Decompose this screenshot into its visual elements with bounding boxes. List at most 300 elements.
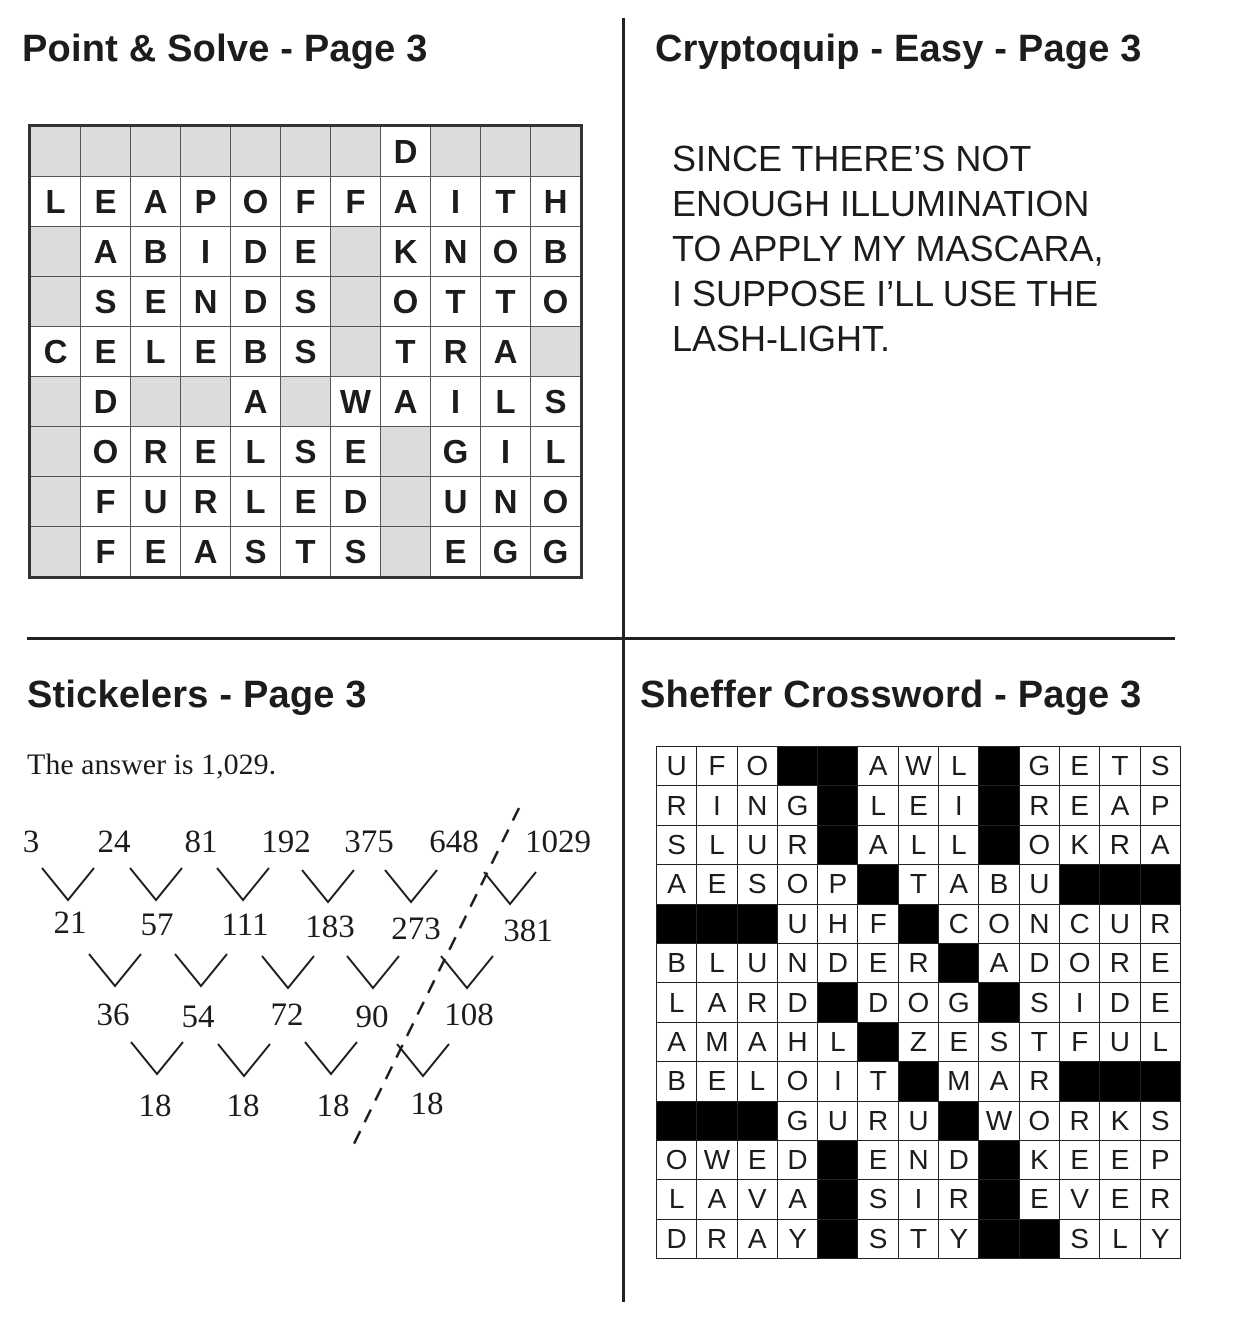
letter-cell: S bbox=[281, 427, 331, 477]
letter-cell: U bbox=[431, 477, 481, 527]
shaded-square bbox=[381, 427, 431, 477]
letter-cell: R bbox=[181, 477, 231, 527]
stickelers-number: 648 bbox=[429, 824, 479, 860]
letter-cell: B bbox=[979, 865, 1019, 904]
letter-cell: G bbox=[481, 527, 531, 578]
shaded-square bbox=[331, 227, 381, 277]
black-square bbox=[1100, 865, 1140, 904]
letter-cell: A bbox=[81, 227, 131, 277]
shaded-square bbox=[281, 377, 331, 427]
letter-cell: A bbox=[979, 943, 1019, 982]
black-square bbox=[1059, 1062, 1099, 1101]
shaded-square bbox=[331, 126, 381, 177]
black-square bbox=[1140, 1062, 1180, 1101]
letter-cell: A bbox=[381, 177, 431, 227]
letter-cell: W bbox=[898, 747, 938, 786]
letter-cell: S bbox=[1019, 983, 1059, 1022]
letter-cell: L bbox=[531, 427, 582, 477]
letter-cell: S bbox=[531, 377, 582, 427]
letter-cell: R bbox=[858, 1101, 898, 1140]
letter-cell: U bbox=[737, 943, 777, 982]
letter-cell: E bbox=[1059, 747, 1099, 786]
grid-row bbox=[657, 1022, 1181, 1061]
letter-cell: S bbox=[657, 825, 697, 864]
letter-cell: O bbox=[1019, 1101, 1059, 1140]
letter-cell: E bbox=[281, 227, 331, 277]
chevron-connector bbox=[89, 954, 141, 986]
letter-cell: D bbox=[858, 983, 898, 1022]
letter-cell: L bbox=[657, 983, 697, 1022]
black-square bbox=[898, 904, 938, 943]
letter-cell: R bbox=[131, 427, 181, 477]
black-square bbox=[818, 825, 858, 864]
stickelers-number: 108 bbox=[444, 997, 494, 1033]
letter-cell: F bbox=[81, 477, 131, 527]
black-square bbox=[818, 983, 858, 1022]
grid-row bbox=[657, 786, 1181, 825]
letter-cell: P bbox=[1140, 786, 1180, 825]
letter-cell: K bbox=[381, 227, 431, 277]
stickelers-number: 1029 bbox=[525, 824, 591, 860]
letter-cell: A bbox=[777, 1180, 817, 1219]
black-square bbox=[657, 904, 697, 943]
black-square bbox=[1140, 865, 1180, 904]
letter-cell: S bbox=[858, 1219, 898, 1258]
letter-cell: U bbox=[657, 747, 697, 786]
letter-cell: D bbox=[81, 377, 131, 427]
letter-cell: R bbox=[1019, 786, 1059, 825]
stickelers-number: 18 bbox=[316, 1088, 350, 1124]
letter-cell: O bbox=[979, 904, 1019, 943]
black-square bbox=[979, 983, 1019, 1022]
grid-row bbox=[30, 427, 582, 477]
letter-cell: K bbox=[1100, 1101, 1140, 1140]
letter-cell: I bbox=[818, 1062, 858, 1101]
letter-cell: R bbox=[1140, 904, 1180, 943]
letter-cell: A bbox=[979, 1062, 1019, 1101]
point-solve-title: Point & Solve - Page 3 bbox=[22, 28, 428, 70]
shaded-square bbox=[30, 277, 81, 327]
letter-cell: D bbox=[381, 126, 431, 177]
letter-cell: B bbox=[231, 327, 281, 377]
letter-cell: I bbox=[939, 786, 979, 825]
letter-cell: E bbox=[431, 527, 481, 578]
letter-cell: L bbox=[697, 825, 737, 864]
letter-cell: L bbox=[939, 747, 979, 786]
letter-cell: T bbox=[481, 277, 531, 327]
letter-cell: I bbox=[1059, 983, 1099, 1022]
letter-cell: C bbox=[939, 904, 979, 943]
shaded-square bbox=[381, 527, 431, 578]
shaded-square bbox=[481, 126, 531, 177]
letter-cell: E bbox=[81, 177, 131, 227]
letter-cell: M bbox=[939, 1062, 979, 1101]
stickelers-number: 54 bbox=[181, 999, 215, 1035]
shaded-square bbox=[331, 327, 381, 377]
shaded-square bbox=[431, 126, 481, 177]
letter-cell: B bbox=[657, 1062, 697, 1101]
letter-cell: U bbox=[737, 825, 777, 864]
letter-cell: Y bbox=[939, 1219, 979, 1258]
letter-cell: O bbox=[231, 177, 281, 227]
letter-cell: E bbox=[1140, 943, 1180, 982]
letter-cell: T bbox=[898, 865, 938, 904]
shaded-square bbox=[30, 126, 81, 177]
letter-cell: S bbox=[858, 1180, 898, 1219]
letter-cell: E bbox=[858, 943, 898, 982]
stickelers-number: 18 bbox=[138, 1088, 172, 1124]
cryptoquip-line: I SUPPOSE I’LL USE THE bbox=[672, 273, 1099, 314]
letter-cell: L bbox=[697, 943, 737, 982]
letter-cell: G bbox=[777, 786, 817, 825]
stickelers-number: 375 bbox=[344, 824, 394, 860]
cryptoquip-line: SINCE THERE’S NOT bbox=[672, 138, 1032, 179]
letter-cell: D bbox=[818, 943, 858, 982]
letter-cell: U bbox=[1100, 1022, 1140, 1061]
shaded-square bbox=[281, 126, 331, 177]
letter-cell: D bbox=[231, 277, 281, 327]
shaded-square bbox=[381, 477, 431, 527]
grid-row bbox=[657, 1180, 1181, 1219]
letter-cell: A bbox=[181, 527, 231, 578]
letter-cell: C bbox=[1059, 904, 1099, 943]
letter-cell: R bbox=[939, 1180, 979, 1219]
letter-cell: E bbox=[1019, 1180, 1059, 1219]
letter-cell: S bbox=[281, 277, 331, 327]
chevron-connector bbox=[262, 956, 314, 988]
letter-cell: R bbox=[1059, 1101, 1099, 1140]
letter-cell: E bbox=[1100, 1140, 1140, 1179]
letter-cell: B bbox=[657, 943, 697, 982]
letter-cell: R bbox=[1100, 943, 1140, 982]
letter-cell: D bbox=[777, 1140, 817, 1179]
shaded-square bbox=[331, 277, 381, 327]
cryptoquip-line: LASH-LIGHT. bbox=[672, 318, 891, 359]
stickelers-number: 18 bbox=[410, 1086, 444, 1122]
grid-row bbox=[30, 227, 582, 277]
letter-cell: I bbox=[431, 377, 481, 427]
chevron-connector bbox=[218, 1044, 270, 1076]
black-square bbox=[737, 1101, 777, 1140]
grid-row bbox=[30, 277, 582, 327]
stickelers-answer: The answer is 1,029. bbox=[27, 748, 277, 781]
grid-row bbox=[657, 943, 1181, 982]
letter-cell: T bbox=[1100, 747, 1140, 786]
point-solve-grid bbox=[28, 124, 583, 579]
black-square bbox=[858, 1022, 898, 1061]
letter-cell: T bbox=[858, 1062, 898, 1101]
shaded-square bbox=[30, 227, 81, 277]
shaded-square bbox=[30, 427, 81, 477]
letter-cell: A bbox=[231, 377, 281, 427]
letter-cell: A bbox=[737, 1219, 777, 1258]
letter-cell: M bbox=[697, 1022, 737, 1061]
stickelers-number: 72 bbox=[270, 997, 304, 1033]
letter-cell: O bbox=[531, 277, 582, 327]
cryptoquip-answer bbox=[672, 136, 1104, 361]
grid-row bbox=[30, 126, 582, 177]
letter-cell: E bbox=[131, 527, 181, 578]
letter-cell: W bbox=[331, 377, 381, 427]
letter-cell: H bbox=[531, 177, 582, 227]
letter-cell: V bbox=[1059, 1180, 1099, 1219]
letter-cell: O bbox=[777, 865, 817, 904]
letter-cell: D bbox=[939, 1140, 979, 1179]
stickelers-number: 57 bbox=[140, 907, 174, 943]
shaded-square bbox=[131, 377, 181, 427]
letter-cell: L bbox=[939, 825, 979, 864]
black-square bbox=[898, 1062, 938, 1101]
letter-cell: O bbox=[1019, 825, 1059, 864]
letter-cell: O bbox=[381, 277, 431, 327]
chevron-connector bbox=[397, 1044, 449, 1076]
letter-cell: D bbox=[1019, 943, 1059, 982]
black-square bbox=[818, 1180, 858, 1219]
letter-cell: R bbox=[737, 983, 777, 1022]
black-square bbox=[777, 747, 817, 786]
letter-cell: F bbox=[81, 527, 131, 578]
letter-cell: F bbox=[858, 904, 898, 943]
black-square bbox=[1059, 865, 1099, 904]
letter-cell: E bbox=[181, 427, 231, 477]
letter-cell: R bbox=[1100, 825, 1140, 864]
letter-cell: E bbox=[858, 1140, 898, 1179]
letter-cell: L bbox=[481, 377, 531, 427]
letter-cell: S bbox=[1140, 1101, 1180, 1140]
letter-cell: E bbox=[281, 477, 331, 527]
letter-cell: S bbox=[979, 1022, 1019, 1061]
letter-cell: O bbox=[531, 477, 582, 527]
letter-cell: E bbox=[81, 327, 131, 377]
grid-row bbox=[30, 177, 582, 227]
letter-cell: E bbox=[737, 1140, 777, 1179]
letter-cell: T bbox=[898, 1219, 938, 1258]
letter-cell: E bbox=[697, 1062, 737, 1101]
letter-cell: H bbox=[818, 904, 858, 943]
letter-cell: O bbox=[898, 983, 938, 1022]
letter-cell: W bbox=[979, 1101, 1019, 1140]
grid-row bbox=[30, 527, 582, 578]
sheffer-title: Sheffer Crossword - Page 3 bbox=[640, 674, 1142, 716]
black-square bbox=[858, 865, 898, 904]
stickelers-number: 81 bbox=[184, 824, 218, 860]
letter-cell: O bbox=[777, 1062, 817, 1101]
letter-cell: I bbox=[898, 1180, 938, 1219]
stickelers-title: Stickelers - Page 3 bbox=[27, 674, 367, 716]
grid-row bbox=[657, 1219, 1181, 1258]
stickelers-diagram bbox=[0, 790, 620, 1170]
black-square bbox=[939, 943, 979, 982]
stickelers-number: 24 bbox=[97, 824, 131, 860]
vertical-divider bbox=[622, 18, 625, 1302]
letter-cell: K bbox=[1059, 825, 1099, 864]
letter-cell: A bbox=[737, 1022, 777, 1061]
chevron-connector bbox=[42, 868, 94, 900]
black-square bbox=[979, 747, 1019, 786]
letter-cell: D bbox=[231, 227, 281, 277]
letter-cell: A bbox=[1140, 825, 1180, 864]
letter-cell: L bbox=[737, 1062, 777, 1101]
letter-cell: U bbox=[1100, 904, 1140, 943]
letter-cell: A bbox=[858, 825, 898, 864]
letter-cell: I bbox=[481, 427, 531, 477]
letter-cell: T bbox=[481, 177, 531, 227]
letter-cell: N bbox=[1019, 904, 1059, 943]
chevron-connector bbox=[441, 956, 493, 988]
black-square bbox=[979, 1219, 1019, 1258]
black-square bbox=[979, 786, 1019, 825]
letter-cell: B bbox=[531, 227, 582, 277]
letter-cell: N bbox=[737, 786, 777, 825]
shaded-square bbox=[181, 377, 231, 427]
stickelers-number: 21 bbox=[53, 905, 87, 941]
grid-row bbox=[657, 1140, 1181, 1179]
letter-cell: N bbox=[481, 477, 531, 527]
letter-cell: L bbox=[1140, 1022, 1180, 1061]
shaded-square bbox=[181, 126, 231, 177]
letter-cell: E bbox=[1059, 786, 1099, 825]
letter-cell: W bbox=[697, 1140, 737, 1179]
black-square bbox=[1019, 1219, 1059, 1258]
letter-cell: B bbox=[131, 227, 181, 277]
black-square bbox=[979, 825, 1019, 864]
black-square bbox=[818, 786, 858, 825]
letter-cell: E bbox=[331, 427, 381, 477]
letter-cell: G bbox=[939, 983, 979, 1022]
letter-cell: L bbox=[231, 427, 281, 477]
grid-row bbox=[657, 1062, 1181, 1101]
shaded-square bbox=[131, 126, 181, 177]
letter-cell: R bbox=[898, 943, 938, 982]
letter-cell: R bbox=[431, 327, 481, 377]
grid-row bbox=[657, 904, 1181, 943]
letter-cell: E bbox=[131, 277, 181, 327]
stickelers-number: 18 bbox=[226, 1088, 260, 1124]
letter-cell: L bbox=[30, 177, 81, 227]
letter-cell: T bbox=[281, 527, 331, 578]
letter-cell: U bbox=[898, 1101, 938, 1140]
letter-cell: O bbox=[1059, 943, 1099, 982]
letter-cell: S bbox=[281, 327, 331, 377]
letter-cell: F bbox=[331, 177, 381, 227]
letter-cell: G bbox=[531, 527, 582, 578]
letter-cell: L bbox=[1100, 1219, 1140, 1258]
stickelers-number: 273 bbox=[391, 911, 441, 947]
grid-row bbox=[30, 327, 582, 377]
grid-row bbox=[657, 747, 1181, 786]
black-square bbox=[939, 1101, 979, 1140]
letter-cell: I bbox=[431, 177, 481, 227]
grid-row bbox=[30, 477, 582, 527]
grid-row bbox=[657, 983, 1181, 1022]
stickelers-number: 3 bbox=[22, 824, 40, 860]
letter-cell: O bbox=[657, 1140, 697, 1179]
letter-cell: S bbox=[81, 277, 131, 327]
chevron-connector bbox=[484, 872, 536, 904]
letter-cell: L bbox=[858, 786, 898, 825]
letter-cell: A bbox=[697, 983, 737, 1022]
shaded-square bbox=[531, 327, 582, 377]
letter-cell: T bbox=[1019, 1022, 1059, 1061]
letter-cell: P bbox=[1140, 1140, 1180, 1179]
shaded-square bbox=[231, 126, 281, 177]
letter-cell: E bbox=[1059, 1140, 1099, 1179]
letter-cell: A bbox=[939, 865, 979, 904]
letter-cell: E bbox=[898, 786, 938, 825]
letter-cell: L bbox=[131, 327, 181, 377]
letter-cell: O bbox=[81, 427, 131, 477]
cryptoquip-title: Cryptoquip - Easy - Page 3 bbox=[655, 28, 1142, 70]
letter-cell: Z bbox=[898, 1022, 938, 1061]
chevron-connector bbox=[130, 868, 182, 900]
letter-cell: S bbox=[231, 527, 281, 578]
black-square bbox=[818, 1219, 858, 1258]
chevron-connector bbox=[175, 954, 227, 986]
letter-cell: D bbox=[657, 1219, 697, 1258]
letter-cell: G bbox=[777, 1101, 817, 1140]
grid-row bbox=[657, 825, 1181, 864]
shaded-square bbox=[30, 377, 81, 427]
letter-cell: P bbox=[818, 865, 858, 904]
letter-cell: E bbox=[1140, 983, 1180, 1022]
letter-cell: N bbox=[898, 1140, 938, 1179]
stickelers-number: 192 bbox=[261, 824, 311, 860]
letter-cell: E bbox=[1100, 1180, 1140, 1219]
stickelers-number: 381 bbox=[503, 913, 553, 949]
letter-cell: Y bbox=[777, 1219, 817, 1258]
stickelers-number: 90 bbox=[355, 999, 389, 1035]
stickelers-number: 36 bbox=[96, 997, 130, 1033]
letter-cell: V bbox=[737, 1180, 777, 1219]
letter-cell: L bbox=[818, 1022, 858, 1061]
letter-cell: A bbox=[657, 1022, 697, 1061]
shaded-square bbox=[30, 527, 81, 578]
letter-cell: A bbox=[381, 377, 431, 427]
letter-cell: T bbox=[431, 277, 481, 327]
letter-cell: I bbox=[697, 786, 737, 825]
letter-cell: A bbox=[697, 1180, 737, 1219]
black-square bbox=[697, 904, 737, 943]
letter-cell: O bbox=[481, 227, 531, 277]
letter-cell: F bbox=[697, 747, 737, 786]
shaded-square bbox=[531, 126, 582, 177]
black-square bbox=[657, 1101, 697, 1140]
letter-cell: T bbox=[381, 327, 431, 377]
shaded-square bbox=[30, 477, 81, 527]
letter-cell: L bbox=[231, 477, 281, 527]
black-square bbox=[818, 1140, 858, 1179]
letter-cell: A bbox=[1100, 786, 1140, 825]
letter-cell: N bbox=[431, 227, 481, 277]
letter-cell: R bbox=[1019, 1062, 1059, 1101]
letter-cell: C bbox=[30, 327, 81, 377]
letter-cell: D bbox=[331, 477, 381, 527]
shaded-square bbox=[81, 126, 131, 177]
letter-cell: F bbox=[1059, 1022, 1099, 1061]
letter-cell: A bbox=[858, 747, 898, 786]
chevron-connector bbox=[131, 1042, 183, 1074]
letter-cell: E bbox=[697, 865, 737, 904]
stickelers-number: 183 bbox=[305, 909, 355, 945]
letter-cell: I bbox=[181, 227, 231, 277]
letter-cell: S bbox=[1140, 747, 1180, 786]
letter-cell: N bbox=[777, 943, 817, 982]
sheffer-crossword-grid bbox=[656, 746, 1181, 1259]
letter-cell: S bbox=[737, 865, 777, 904]
black-square bbox=[737, 904, 777, 943]
cryptoquip-line: ENOUGH ILLUMINATION bbox=[672, 183, 1090, 224]
letter-cell: A bbox=[131, 177, 181, 227]
